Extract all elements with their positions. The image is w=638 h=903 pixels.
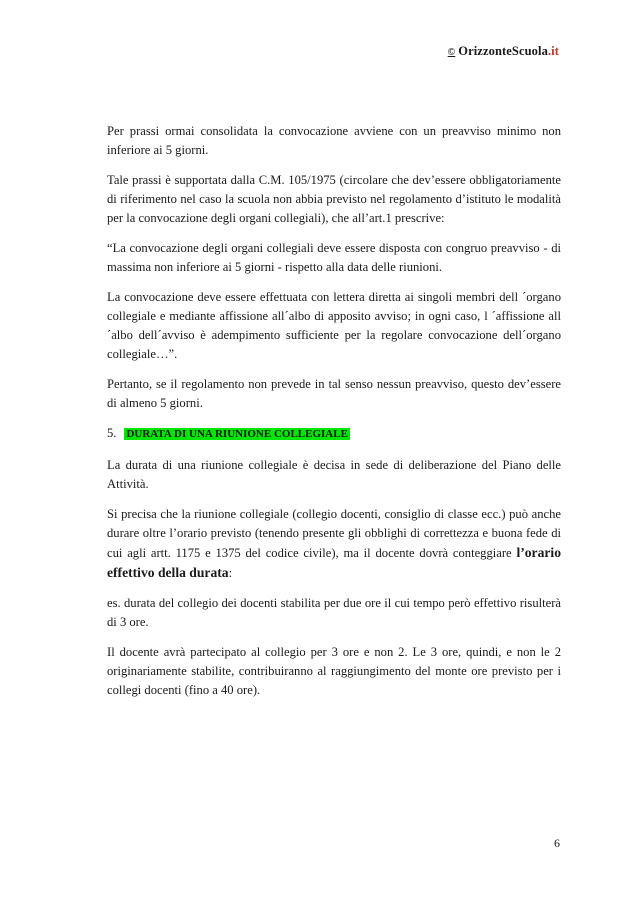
paragraph-preavviso: Per prassi ormai consolidata la convocazione avviene con un preavviso minimo non inferiore ai 5 giorni. bbox=[107, 124, 561, 157]
paragraph-circolare: Tale prassi è supportata dalla C.M. 105/1975 (circolare che dev’essere obbligatoriamente di riferimento nel caso la scuola non abbia previsto nel regolamento d’istituto le modalità per la convocazione degli organi collegiali), che all’art.1 prescrive: bbox=[107, 173, 561, 225]
page-number: 6 bbox=[554, 836, 560, 850]
paragraph-docente: Il docente avrà partecipato al collegio per 3 ore e non 2. Le 3 ore, quindi, e non le 2 originariamente stabilite, contribuiranno al raggiungimento del monte ore previsto per i collegi docenti (fino a 40 ore). bbox=[107, 645, 561, 697]
copyright-symbol: © bbox=[447, 47, 456, 58]
site-name: OrizzonteScuola bbox=[458, 44, 548, 58]
section-heading bbox=[107, 424, 561, 444]
section-title: DURATA DI UNA RIUNIONE COLLEGIALE bbox=[126, 428, 348, 440]
document-body bbox=[107, 122, 561, 711]
paragraph-pertanto: Pertanto, se il regolamento non prevede in tal senso nessun preavviso, questo dev’essere di almeno 5 giorni. bbox=[107, 377, 561, 410]
paragraph-precisa bbox=[107, 505, 561, 583]
site-domain: .it bbox=[547, 44, 559, 58]
paragraph-durata: La durata di una riunione collegiale è decisa in sede di deliberazione del Piano delle Attività. bbox=[107, 458, 561, 491]
paragraph-precisa-text: Si precisa che la riunione collegiale (collegio docenti, consiglio di classe ecc.) può anche durare oltre l’orario previsto (tenendo presente gli obblighi di correttezza e buona fede di cui agli artt. 1175 e 1375 del codice civile), ma il docente dovrà conteggiare bbox=[107, 507, 561, 560]
bold-orario-effettivo: l’orario effettivo della durata bbox=[107, 545, 561, 580]
paragraph-precisa-colon: : bbox=[228, 566, 233, 580]
paragraph-quote-start: “La convocazione degli organi collegiali deve essere disposta con congruo preavviso - di massima non inferiore ai 5 giorni - rispetto alla data delle riunioni. bbox=[107, 241, 561, 274]
page-header bbox=[448, 44, 559, 59]
paragraph-esempio: es. durata del collegio dei docenti stabilita per due ore il cui tempo però effettivo risulterà di 3 ore. bbox=[107, 596, 561, 629]
section-number: 5. bbox=[107, 426, 117, 440]
paragraph-quote-end: La convocazione deve essere effettuata con lettera diretta ai singoli membri dell ´organo collegiale e mediante affissione all´albo di apposito avviso; in ogni caso, l ´affissione all´albo dell´avviso è adempimento sufficiente per la regolare convocazione dell´organo collegiale…”. bbox=[107, 290, 561, 361]
